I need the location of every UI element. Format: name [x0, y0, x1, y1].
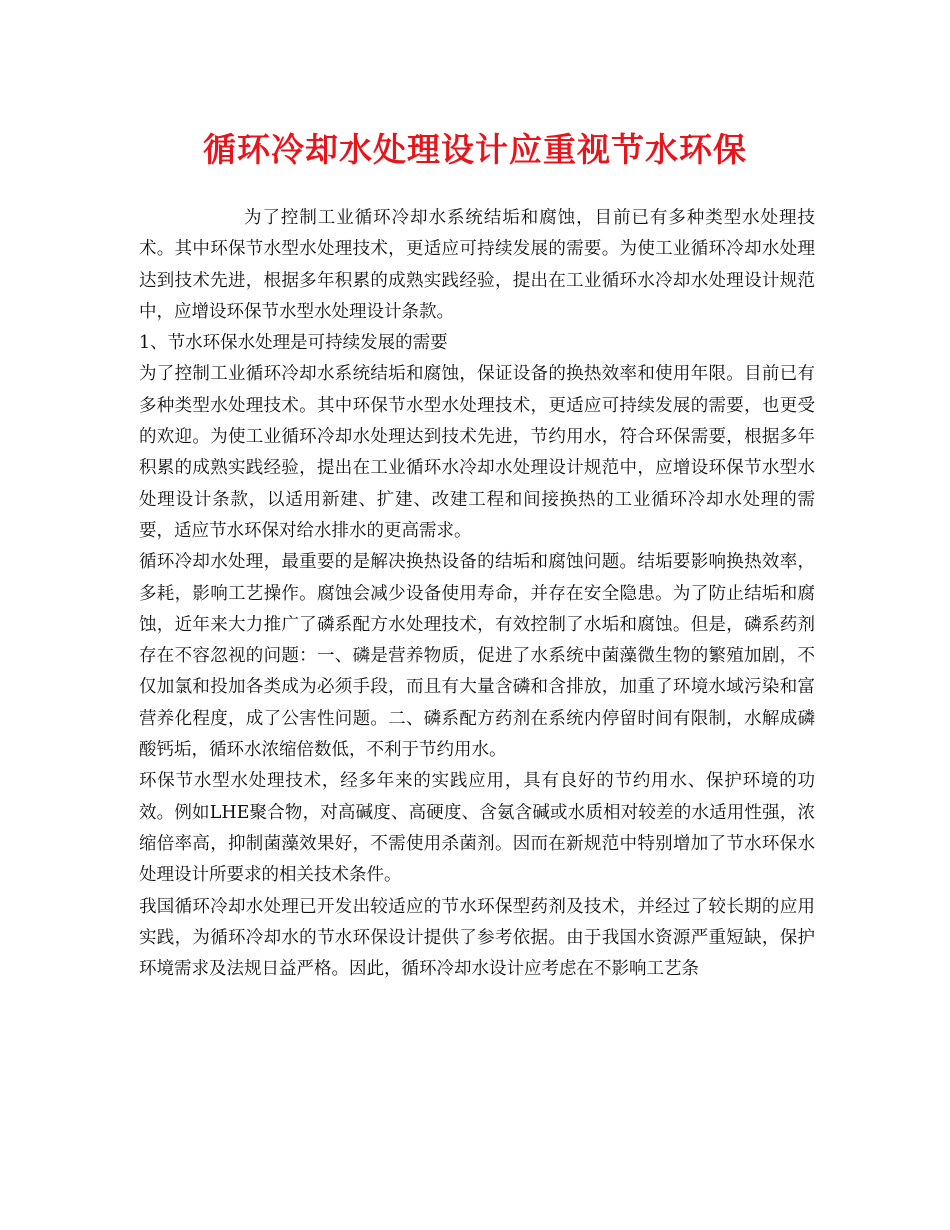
document-body — [139, 203, 815, 985]
paragraph: 环保节水型水处理技术，经多年来的实践应用，具有良好的节约用水、保护环境的功效。例如LHE聚合物，对高碱度、高硬度、含氨含碱或水质相对较差的水适用性强，浓缩倍率高，抑制菌藻效果好，不需使用杀菌剂。因而在新规范中特别增加了节水环保水处理设计所要求的相关技术条件。 — [139, 771, 815, 886]
section-heading-1: 1、节水环保水处理是可持续发展的需要 — [139, 333, 448, 354]
paragraph: 循环冷却水处理，最重要的是解决换热设备的结垢和腐蚀问题。结垢要影响换热效率，多耗，影响工艺操作。腐蚀会减少设备使用寿命，并存在安全隐患。为了防止结垢和腐蚀，近年来大力推广了磷系配方水处理技术，有效控制了水垢和腐蚀。但是，磷系药剂存在不容忽视的问题：一、磷是营养物质，促进了水系统中菌藻微生物的繁殖加剧，不仅加氯和投加各类成为必须手段，而且有大量含磷和含排放，加重了环境水域污染和富营养化程度，成了公害性问题。二、磷系配方药剂在系统内停留时间有限制，水解成磷酸钙垢，循环水浓缩倍数低，不利于节约用水。 — [139, 552, 815, 761]
paragraph: 为了控制工业循环冷却水系统结垢和腐蚀，保证设备的换热效率和使用年限。目前已有多种类型水处理技术。其中环保节水型水处理技术，更适应可持续发展的需要，也更受的欢迎。为使工业循环冷却水处理达到技术先进，节约用水，符合环保需要，根据多年积累的成熟实践经验，提出在工业循环水冷却水处理设计规范中，应增设环保节水型水处理设计条款，以适用新建、扩建、改建工程和间接换热的工业循环冷却水处理的需要，适应节水环保对给水排水的更高需求。 — [139, 364, 815, 541]
paragraph: 我国循环冷却水处理已开发出较适应的节水环保型药剂及技术，并经过了较长期的应用实践，为循环冷却水的节水环保设计提供了参考依据。由于我国水资源严重短缺，保护环境需求及法规日益严格。因此，循环冷却水设计应考虑在不影响工艺条 — [139, 896, 815, 980]
paragraph-intro: 为了控制工业循环冷却水系统结垢和腐蚀，目前已有多种类型水处理技术。其中环保节水型水处理技术，更适应可持续发展的需要。为使工业循环冷却水处理达到技术先进，根据多年积累的成熟实践经验，提出在工业循环水冷却水处理设计规范中，应增设环保节水型水处理设计条款。 — [139, 208, 815, 322]
document-title: 循环冷却水处理设计应重视节水环保 — [203, 130, 747, 169]
